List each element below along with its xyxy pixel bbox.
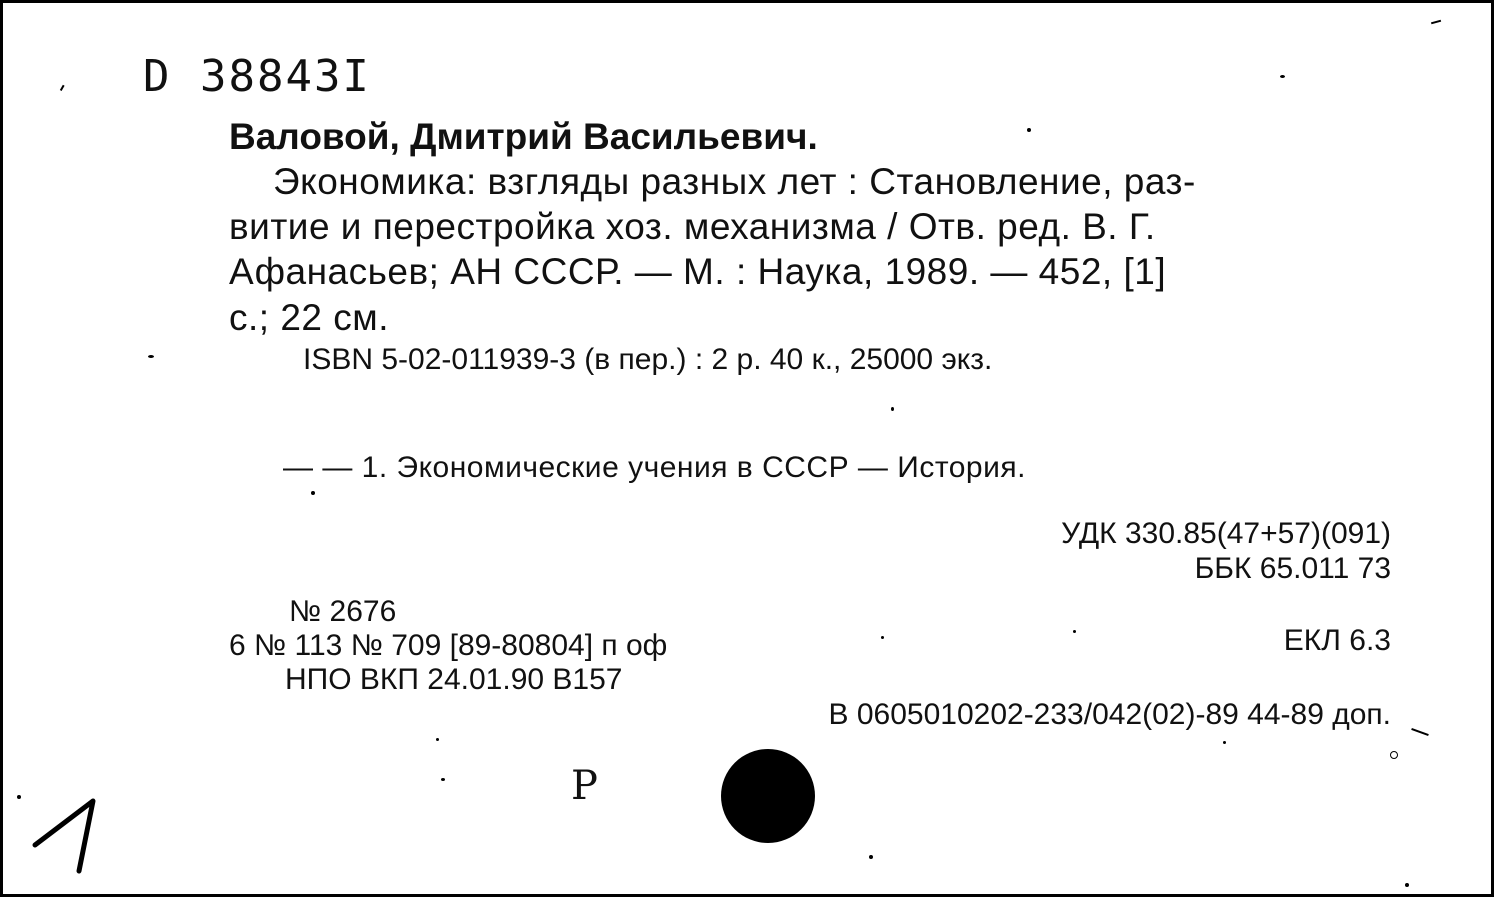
handwritten-one-mark — [23, 783, 113, 878]
speck — [436, 738, 439, 741]
punch-hole — [721, 749, 815, 843]
title-line-1: Экономика: взгляды разных лет : Становление, раз- — [273, 161, 1196, 202]
speck — [441, 778, 445, 781]
title-line-3: Афанасьев; АН СССР. — М. : Наука, 1989. — 452, [1] — [229, 251, 1167, 292]
publisher-line: НПО ВКП 24.01.90 В157 — [285, 663, 623, 696]
title-line-4: с.; 22 см. — [229, 297, 389, 338]
author-heading: Валовой, Дмитрий Васильевич. — [229, 116, 818, 157]
speck — [1280, 75, 1285, 78]
speck — [17, 795, 21, 799]
pen-stroke — [1411, 728, 1429, 736]
speck — [881, 636, 884, 639]
speck — [1223, 741, 1226, 744]
speck — [1027, 128, 1031, 132]
isbn-line: ISBN 5-02-011939-3 (в пер.) : 2 р. 40 к., 25000 экз. — [303, 343, 993, 376]
title-line-2: витие и перестройка хоз. механизма / Отв. ред. В. Г. — [229, 206, 1156, 247]
speck — [311, 491, 315, 495]
udk-code: УДК 330.85(47+57)(091) — [1061, 517, 1391, 550]
speck — [148, 355, 154, 358]
ekl-code: ЕКЛ 6.3 — [1283, 624, 1391, 657]
speck — [1073, 630, 1076, 633]
pen-stroke — [1431, 20, 1441, 24]
small-ring — [1390, 751, 1398, 759]
speck — [1405, 883, 1409, 887]
speck — [891, 407, 894, 411]
speck — [869, 855, 873, 859]
pen-stroke — [60, 85, 64, 91]
subject-heading: — — 1. Экономические учения в СССР — История. — [283, 451, 1026, 484]
call-number: D 38843I — [143, 51, 371, 102]
card-number: № 2676 — [289, 595, 397, 628]
order-line: 6 № 113 № 709 [89-80804] п оф — [229, 629, 668, 662]
publication-code: В 0605010202-233/042(02)-89 44-89 доп. — [828, 698, 1391, 731]
bbk-code: ББК 65.011 73 — [1194, 552, 1391, 585]
stamp-letter: Р — [571, 763, 598, 809]
